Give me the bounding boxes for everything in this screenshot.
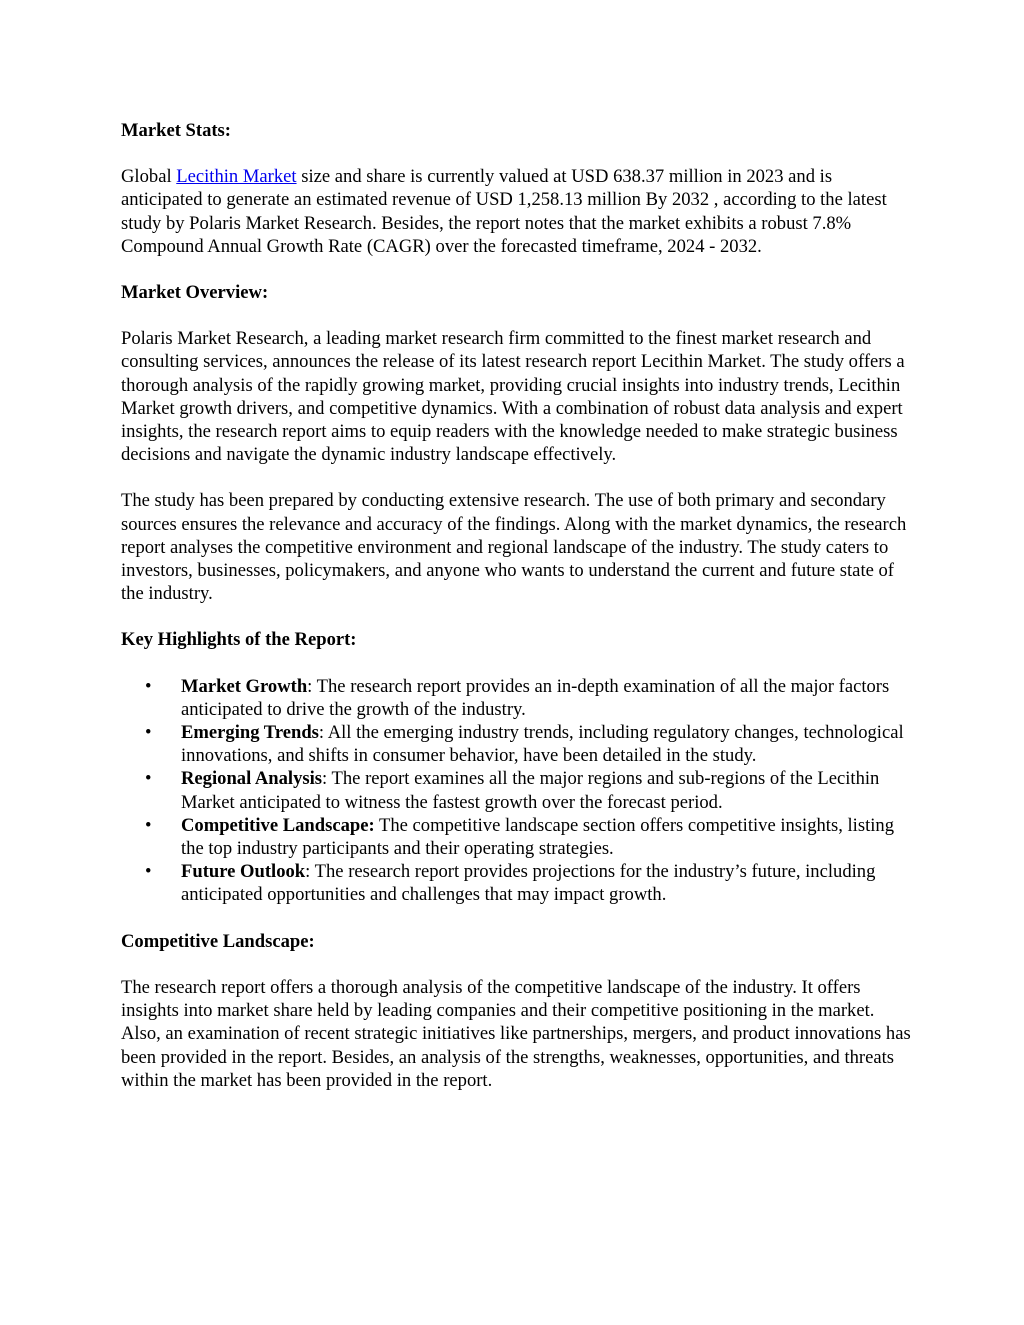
market-stats-text-after-link: size and share is currently valued at USD 638.37 million in 2023 and is anticipated to generate an estimated revenue of USD 1,258.13 million By 2032 , according to the latest study by Polaris Market Research. Besides, the report notes that the market exhibits a robust 7.8% Compound Annual Growth Rate (CAGR) over the forecasted timeframe, 2024 - 2032. — [121, 166, 887, 257]
bullet-icon: • — [145, 722, 152, 744]
competitive-landscape-heading: Competitive Landscape: — [121, 930, 315, 952]
bullet-icon: • — [145, 861, 152, 883]
market-stats-heading: Market Stats: — [121, 120, 231, 141]
highlight-term-emerging-trends: Emerging Trends — [181, 722, 319, 744]
market-overview-paragraph-2: The study has been prepared by conducting extensive research. The use of both primary and secondary sources ensures the relevance and accuracy of the findings. Along with the market dynamics, the research report analyses the competitive environment and regional landscape of the industry. The study caters to investors, businesses, policymakers, and anyone who wants to understand the current and future state of the industry. — [121, 490, 907, 605]
market-overview-paragraph-1: Polaris Market Research, a leading market research firm committed to the finest market research and consulting services, announces the release of its latest research report Lecithin Market. The study offers a thorough analysis of the rapidly growing market, providing crucial insights into industry trends, Lecithin Market growth drivers, and competitive dynamics. With a combination of robust data analysis and expert insights, the research report aims to equip readers with the knowledge needed to make strategic business decisions and navigate the dynamic industry landscape effectively. — [121, 328, 905, 466]
highlight-text-competitive-landscape: The competitive landscape section offers competitive insights, listing the top industry participants and their operating strategies. — [181, 814, 894, 860]
list-item — [121, 675, 911, 721]
document-page — [121, 119, 911, 1115]
bullet-icon: • — [145, 814, 152, 836]
key-highlights-heading: Key Highlights of the Report: — [121, 629, 357, 651]
bullet-icon: • — [145, 675, 152, 697]
list-item — [121, 814, 911, 860]
bullet-icon: • — [145, 768, 152, 790]
highlight-text-future-outlook: : The research report provides projections for the industry’s future, including anticipated opportunities and challenges that may impact growth. — [181, 861, 876, 906]
list-item — [121, 721, 911, 767]
key-highlights-list — [121, 675, 911, 907]
list-item — [121, 860, 911, 906]
highlight-term-competitive-landscape: Competitive Landscape: — [181, 814, 375, 836]
highlight-term-market-growth: Market Growth — [181, 675, 308, 697]
highlight-text-market-growth: : The research report provides an in-depth examination of all the major factors anticipated to drive the growth of the industry. — [181, 675, 890, 720]
highlight-text-emerging-trends: : All the emerging industry trends, including regulatory changes, technological innovations, and shifts in consumer behavior, have been detailed in the study. — [181, 722, 904, 767]
highlight-term-regional-analysis: Regional Analysis — [181, 768, 323, 790]
market-stats-text-before-link: Global — [121, 166, 177, 188]
market-stats-paragraph — [121, 165, 911, 258]
lecithin-market-link[interactable]: Lecithin Market — [176, 166, 297, 188]
competitive-landscape-paragraph: The research report offers a thorough analysis of the competitive landscape of the industry. It offers insights into market share held by leading companies and their competitive positioning in the market. Also, an examination of recent strategic initiatives like partnerships, mergers, and product innovations has been provided in the report. Besides, an analysis of the strengths, weaknesses, opportunities, and threats within the market has been provided in the report. — [121, 976, 911, 1091]
list-item — [121, 767, 911, 813]
highlight-term-future-outlook: Future Outlook — [181, 861, 306, 883]
highlight-text-regional-analysis: : The report examines all the major regions and sub-regions of the Lecithin Market anticipated to witness the fastest growth over the forecast period. — [181, 768, 880, 813]
market-overview-heading: Market Overview: — [121, 282, 269, 304]
